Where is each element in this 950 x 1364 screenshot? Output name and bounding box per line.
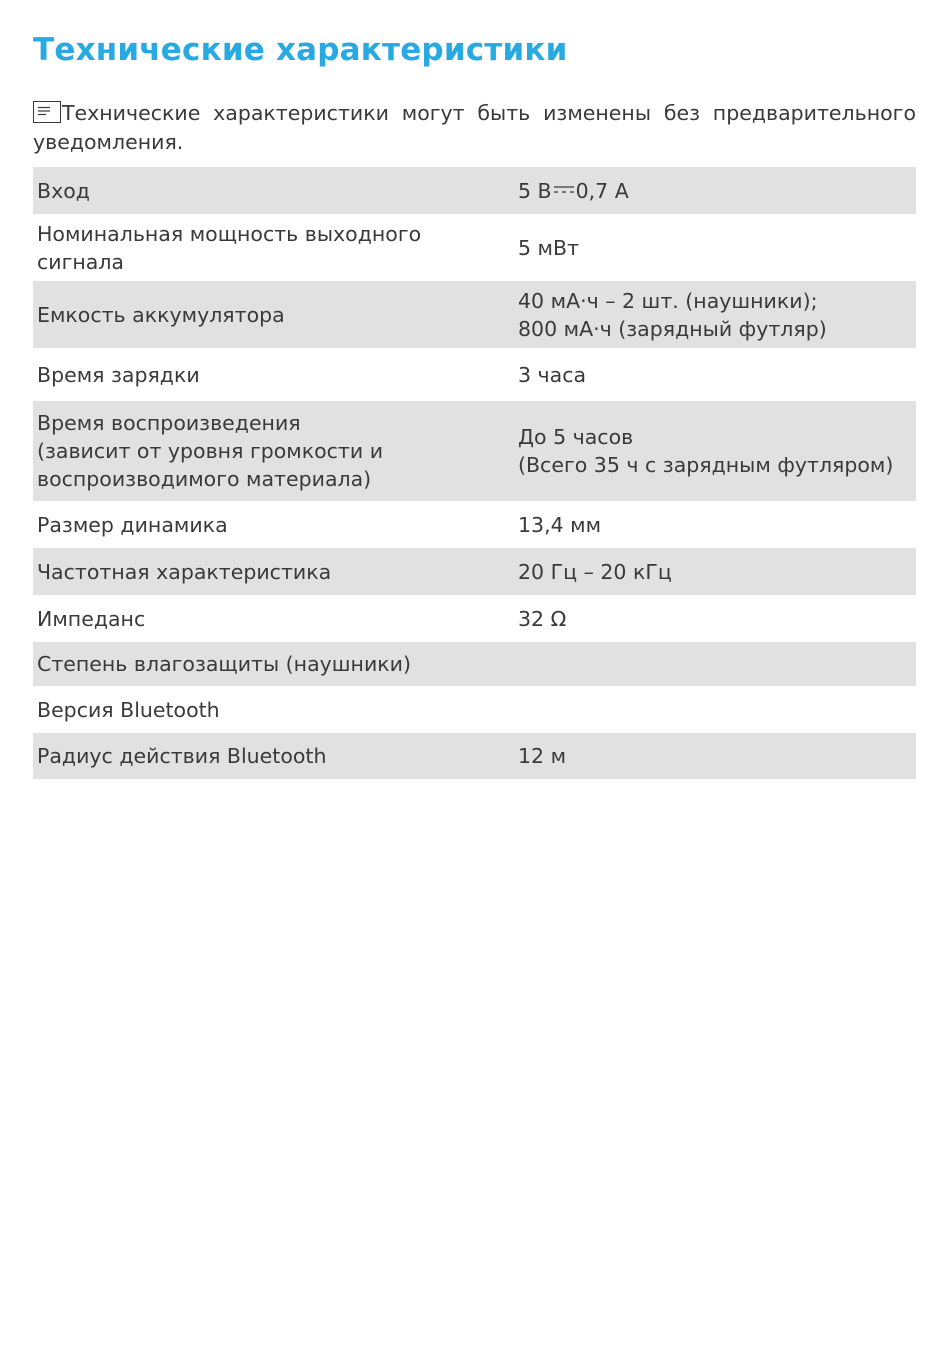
table-row xyxy=(33,548,916,595)
spec-value xyxy=(515,642,916,686)
spec-value xyxy=(515,167,916,214)
spec-label-line: Время зарядки xyxy=(37,362,200,387)
spec-value-line: 13,4 мм xyxy=(518,512,602,537)
spec-label-line: Радиус действия Bluetooth xyxy=(37,744,327,768)
table-row xyxy=(33,167,916,214)
spec-value xyxy=(515,733,916,779)
spec-label-line: Номинальная мощность выходного xyxy=(37,221,422,246)
spec-label xyxy=(33,401,515,501)
table-row xyxy=(33,214,916,281)
spec-value xyxy=(515,214,916,281)
spec-value-line: 3 часа xyxy=(518,362,587,387)
spec-label-line: (зависит от уровня громкости и xyxy=(37,439,384,463)
spec-value-line: 20 Гц – 20 кГц xyxy=(518,559,672,584)
table-row xyxy=(33,595,916,642)
table-row xyxy=(33,348,916,401)
table-row xyxy=(33,733,916,779)
spec-value-line: 32 Ω xyxy=(518,606,567,631)
spec-label-line: Степень влагозащиты (наушники) xyxy=(37,652,411,676)
spec-value-line: (Всего 35 ч с зарядным футляром) xyxy=(518,453,894,477)
spec-value xyxy=(515,281,916,348)
spec-value-line: 40 мА·ч – 2 шт. (наушники); xyxy=(518,288,818,313)
spec-value xyxy=(515,401,916,501)
spec-value xyxy=(515,548,916,595)
table-row xyxy=(33,401,916,501)
spec-value xyxy=(515,348,916,401)
dc-current-icon xyxy=(554,185,574,195)
spec-label-line: Размер динамика xyxy=(37,512,228,537)
spec-value-line: До 5 часов xyxy=(518,425,634,449)
current-value: 0,7 А xyxy=(575,178,629,203)
spec-label-line: сигнала xyxy=(37,249,124,274)
voltage-value: 5 В xyxy=(518,178,552,203)
spec-value-line: 800 мА·ч (зарядный футляр) xyxy=(518,316,827,341)
spec-table xyxy=(33,167,916,779)
spec-label-line: Импеданс xyxy=(37,606,146,631)
spec-label xyxy=(33,167,515,214)
spec-value-line: 5 мВт xyxy=(518,235,580,260)
spec-label xyxy=(33,548,515,595)
spec-label xyxy=(33,733,515,779)
spec-label xyxy=(33,642,515,686)
spec-label xyxy=(33,686,515,733)
table-row xyxy=(33,501,916,548)
table-row xyxy=(33,686,916,733)
spec-value xyxy=(515,686,916,733)
spec-label-line: Вход xyxy=(37,178,90,203)
spec-change-note xyxy=(33,99,916,157)
spec-value-line xyxy=(518,177,912,205)
spec-value xyxy=(515,595,916,642)
spec-label xyxy=(33,501,515,548)
spec-label-line: Частотная характеристика xyxy=(37,559,332,584)
note-text: Технические характеристики могут быть изменены без предварительного уведомления. xyxy=(33,101,916,154)
spec-label xyxy=(33,348,515,401)
page-title: Технические характеристики xyxy=(33,32,568,68)
spec-label xyxy=(33,595,515,642)
spec-label xyxy=(33,214,515,281)
table-row xyxy=(33,281,916,348)
spec-label-line: Время воспроизведения xyxy=(37,411,301,435)
spec-label xyxy=(33,281,515,348)
spec-value-line: 12 м xyxy=(518,744,567,768)
note-icon xyxy=(33,101,61,123)
spec-label-line: Емкость аккумулятора xyxy=(37,302,285,327)
spec-label-line: воспроизводимого материала) xyxy=(37,467,372,491)
spec-label-line: Версия Bluetooth xyxy=(37,697,220,722)
table-row xyxy=(33,642,916,686)
spec-value xyxy=(515,501,916,548)
